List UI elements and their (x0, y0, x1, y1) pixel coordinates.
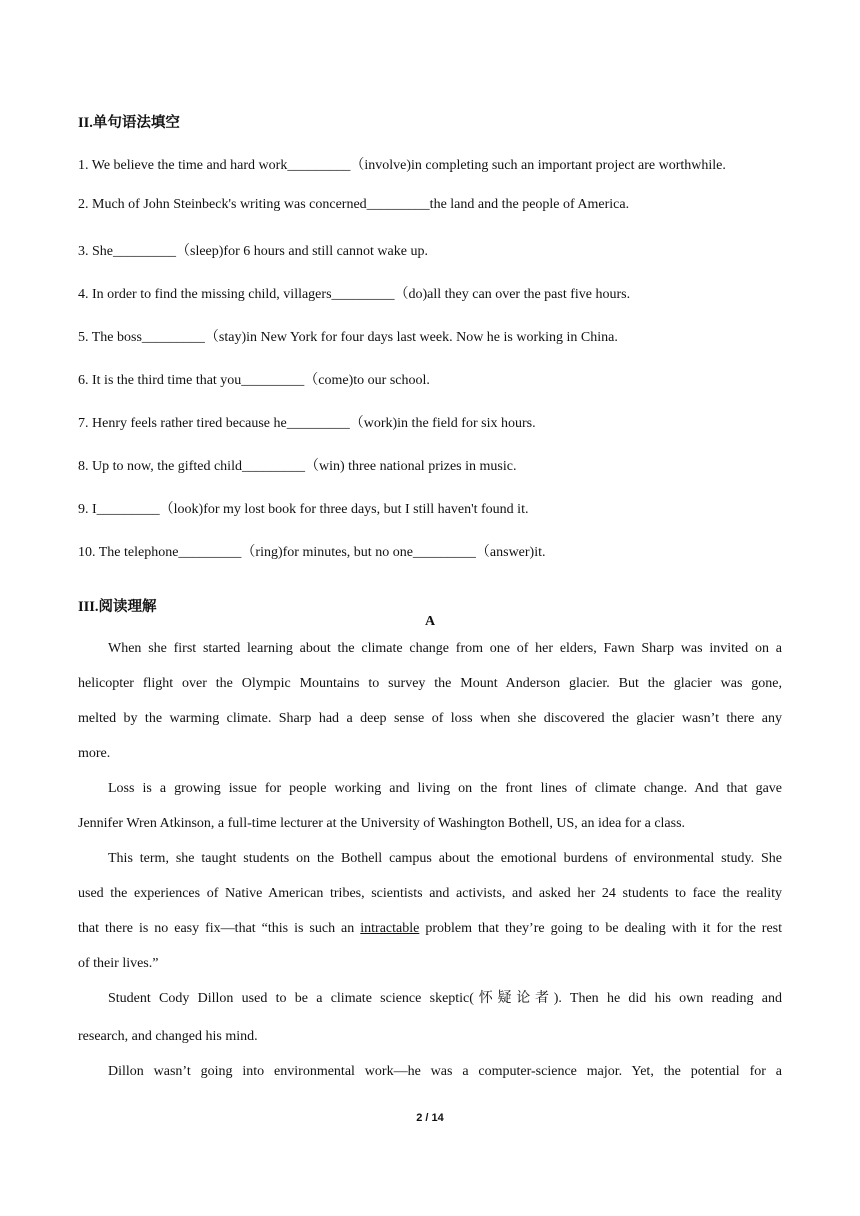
exercise-item-10: 10. The telephone_________（ring)for minutes, but no one_________（answer)it. (78, 545, 546, 560)
paragraph-2 (78, 778, 782, 848)
exercise-item-2: 2. Much of John Steinbeck's writing was concerned_________the land and the people of America. (78, 197, 630, 212)
paragraph-4 (78, 988, 782, 1061)
text-segment: problem that they’re going to be dealing with it for the rest (419, 921, 782, 936)
paragraph-line: This term, she taught students on the Bothell campus about the emotional burdens of environmental study. She (108, 851, 782, 866)
exercise-item-9: 9. I_________（look)for my lost book for three days, but I still haven't found it. (78, 502, 529, 517)
paragraph-line: research, and changed his mind. (78, 1029, 258, 1044)
exercise-item-1: 1. We believe the time and hard work_________（involve)in completing such an important project are worthwhile. (78, 158, 726, 173)
passage-label: A (424, 614, 436, 629)
exercise-item-4: 4. In order to find the missing child, villagers_________（do)all they can over the past five hours. (78, 287, 631, 302)
paragraph-3 (78, 848, 782, 988)
paragraph-line: of their lives.” (78, 956, 159, 971)
paragraph-line: Dillon wasn’t going into environmental work—he was a computer-science major. Yet, the potential for a (108, 1064, 782, 1079)
page-number: 2 / 14 (416, 1112, 444, 1124)
paragraph-5 (78, 1061, 782, 1096)
paragraph-line: Jennifer Wren Atkinson, a full-time lecturer at the University of Washington Bothell, US, an idea for a class. (78, 816, 686, 831)
paragraph-line: used the experiences of Native American tribes, scientists and activists, and asked her 24 students to face the reality (78, 886, 782, 901)
paragraph-line: melted by the warming climate. Sharp had a deep sense of loss when she discovered the glacier wasn’t there any (78, 711, 782, 726)
section-iii-heading: III.阅读理解 (78, 599, 157, 615)
underlined-word: intractable (360, 921, 420, 936)
paragraph-line: helicopter flight over the Olympic Mountains to survey the Mount Anderson glacier. But the glacier was gone, (78, 676, 782, 691)
exercise-item-5: 5. The boss_________（stay)in New York for four days last week. Now he is working in China. (78, 330, 618, 345)
exercise-item-7: 7. Henry feels rather tired because he_________（work)in the field for six hours. (78, 416, 536, 431)
text-segment: that there is no easy fix—that “this is such an (78, 921, 361, 936)
paragraph-line: When she first started learning about the climate change from one of her elders, Fawn Sharp was invited on a (108, 641, 782, 656)
paragraph-line (78, 918, 782, 953)
exercise-item-6: 6. It is the third time that you_________（come)to our school. (78, 373, 430, 388)
paragraph-line: Student Cody Dillon used to be a climate science skeptic(怀疑论者). Then he did his own reading and (108, 991, 782, 1006)
paragraph-1 (78, 638, 782, 778)
paragraph-line: more. (78, 746, 111, 761)
section-ii-heading: II.单句语法填空 (78, 115, 180, 131)
exercise-item-3: 3. She_________（sleep)for 6 hours and still cannot wake up. (78, 244, 428, 259)
exercise-item-8: 8. Up to now, the gifted child_________（win) three national prizes in music. (78, 459, 517, 474)
paragraph-line: Loss is a growing issue for people working and living on the front lines of climate change. And that gave (108, 781, 782, 796)
